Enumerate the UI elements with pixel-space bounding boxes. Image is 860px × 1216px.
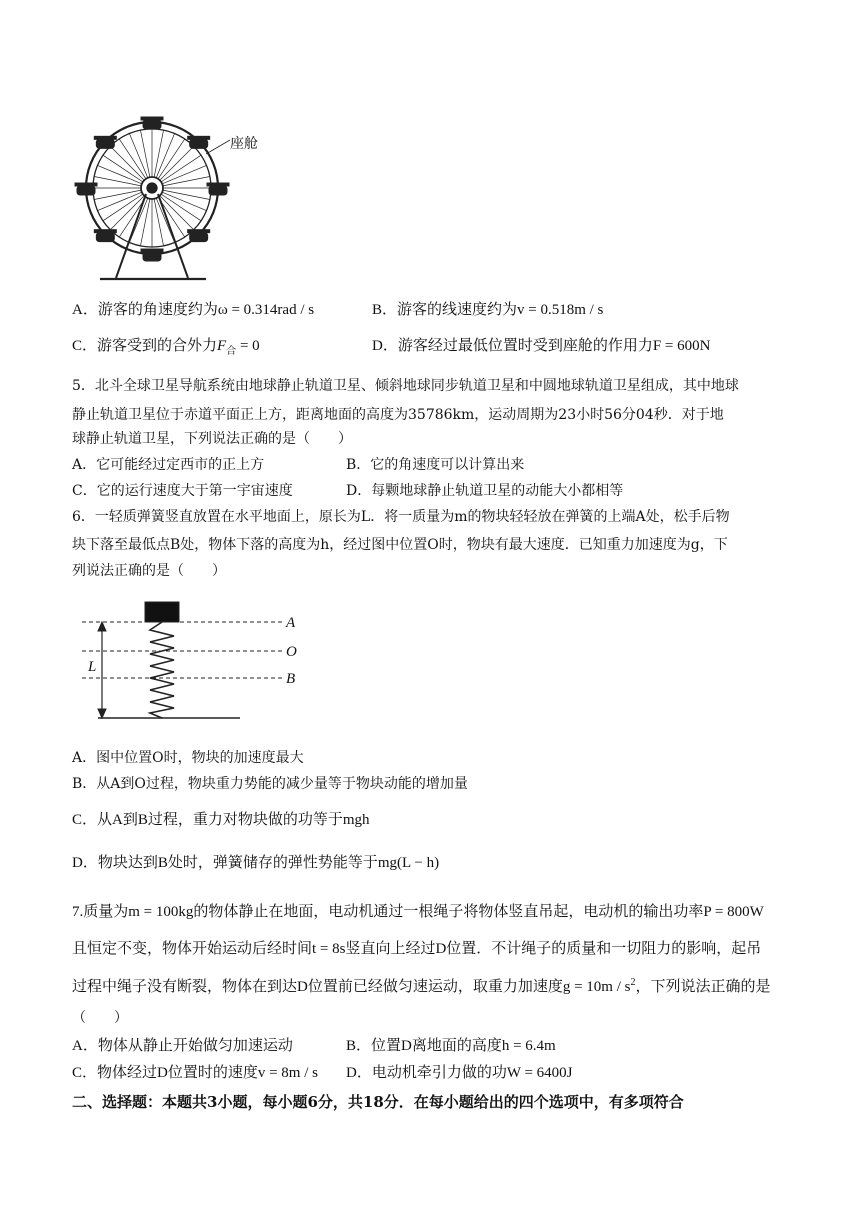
wheel-spoke: [156, 198, 174, 242]
cabin: [75, 183, 97, 195]
cabin: [141, 117, 163, 129]
wheel-spoke: [94, 176, 141, 185]
q7-option-c: C．物体经过D位置时的速度v = 8m / s: [72, 1065, 318, 1081]
q4-option-c-force: F: [217, 338, 227, 354]
q5-option-c: C．它的运行速度大于第一宇宙速度: [72, 483, 293, 499]
q6-stem-line-3: 列说法正确的是（ ）: [72, 563, 226, 579]
wheel-spoke: [94, 190, 141, 199]
q5-stem-line-2: 静止轨道卫星位于赤道平面正上方，距离地面的高度为35786km，运动周期为23小时56分04秒．对于地: [72, 407, 724, 423]
wheel-spoke: [129, 133, 147, 177]
cabin: [207, 183, 229, 195]
cabin: [94, 136, 116, 148]
q7-stem-line-3-text: 过程中绳子没有断裂，物体在到达D位置前已经做匀速运动，取重力加速度g = 10m / s: [72, 979, 631, 995]
q7-option-d: D．电动机牵引力做的功W = 6400J: [346, 1065, 573, 1081]
q6-option-c: C．从A到B过程，重力对物块做的功等于mgh: [72, 812, 370, 828]
wheel-spoke: [129, 198, 147, 242]
q5-stem-line-1: 5．北斗全球卫星导航系统由地球静止轨道卫星、倾斜地球同步轨道卫星和中圆地球轨道卫星组成，其中地球: [72, 378, 739, 394]
q4-option-c-value: = 0: [236, 338, 260, 354]
q4-option-a: A．游客的角速度约为ω = 0.314rad / s: [72, 302, 315, 318]
wheel-spoke: [140, 130, 149, 177]
label-b: B: [286, 671, 296, 687]
cabin: [188, 230, 210, 242]
q7-option-a: A．物体从静止开始做匀加速运动: [72, 1038, 293, 1054]
label-l: L: [88, 659, 97, 675]
wheel-spoke: [97, 165, 141, 183]
q7-stem-line-2: 且恒定不变，物体开始运动后经时间t = 8s竖直向上经过D位置．不计绳子的质量和一切阻力的影响，起吊: [72, 941, 762, 957]
q4-option-c: [72, 336, 260, 362]
q7-stem-line-1: 7.质量为m = 100kg的物体静止在地面，电动机通过一根绳子将物体竖直吊起，电动机的输出功率P = 800W: [72, 904, 764, 920]
q6-option-d: D．物块达到B处时，弹簧储存的弹性势能等于mg(L − h): [72, 855, 440, 871]
wheel-spoke: [162, 165, 206, 183]
q5-option-b: B．它的角速度可以计算出来: [346, 457, 525, 473]
q7-stem-line-3: [72, 973, 770, 997]
q7-stem-line-4: （ ）: [72, 1010, 128, 1026]
q4-option-d: D．游客经过最低位置时受到座舱的作用力F = 600N: [372, 338, 711, 354]
q7-option-b: B．位置D离地面的高度h = 6.4m: [346, 1038, 556, 1054]
label-o: O: [286, 644, 297, 660]
wheel-spoke: [163, 190, 210, 199]
q6-option-a: A．图中位置O时，物块的加速度最大: [72, 750, 304, 766]
q4-option-c-subscript: 合: [226, 346, 237, 357]
spring-figure: [82, 596, 312, 728]
q5-stem-line-3: 球静止轨道卫星，下列说法正确的是（ ）: [72, 431, 352, 447]
ferris-wheel-figure: [66, 108, 266, 288]
cabin: [141, 249, 163, 261]
q6-option-b: B．从A到O过程，物块重力势能的减少量等于物块动能的增加量: [72, 776, 468, 792]
q4-option-b: B．游客的线速度约为v = 0.518m / s: [372, 302, 604, 318]
q5-option-d: D．每颗地球静止轨道卫星的动能大小都相等: [346, 483, 624, 499]
wheel-spoke: [154, 130, 163, 177]
wheel-spoke: [163, 176, 210, 185]
cabin: [94, 230, 116, 242]
q7-stem-line-3-tail: ，下列说法正确的是: [635, 979, 771, 995]
wheel-spoke: [156, 133, 174, 177]
wheel-spoke: [162, 192, 206, 210]
label-a: A: [286, 615, 296, 631]
q6-stem-line-2: 块下落至最低点B处，物体下落的高度为h，经过图中位置O时，物块有最大速度．已知重力加速度为g，下: [72, 537, 728, 553]
q7-stem-line-3-superscript: 2: [630, 977, 636, 988]
q5-option-a: A．它可能经过定西市的正上方: [72, 457, 265, 473]
q4-option-c-text: C．游客受到的合外力: [72, 338, 218, 354]
cabin-label: 座舱: [230, 137, 258, 152]
cabin: [188, 136, 210, 148]
section-2-heading: 二、选择题：本题共3小题，每小题6分，共18分．在每小题给出的四个选项中，有多项符合: [72, 1093, 684, 1111]
q6-stem-line-1: 6．一轻质弹簧竖直放置在水平地面上，原长为L．将一质量为m的物块轻轻放在弹簧的上端A处，松手后物: [72, 509, 730, 525]
wheel-spoke: [97, 192, 141, 210]
